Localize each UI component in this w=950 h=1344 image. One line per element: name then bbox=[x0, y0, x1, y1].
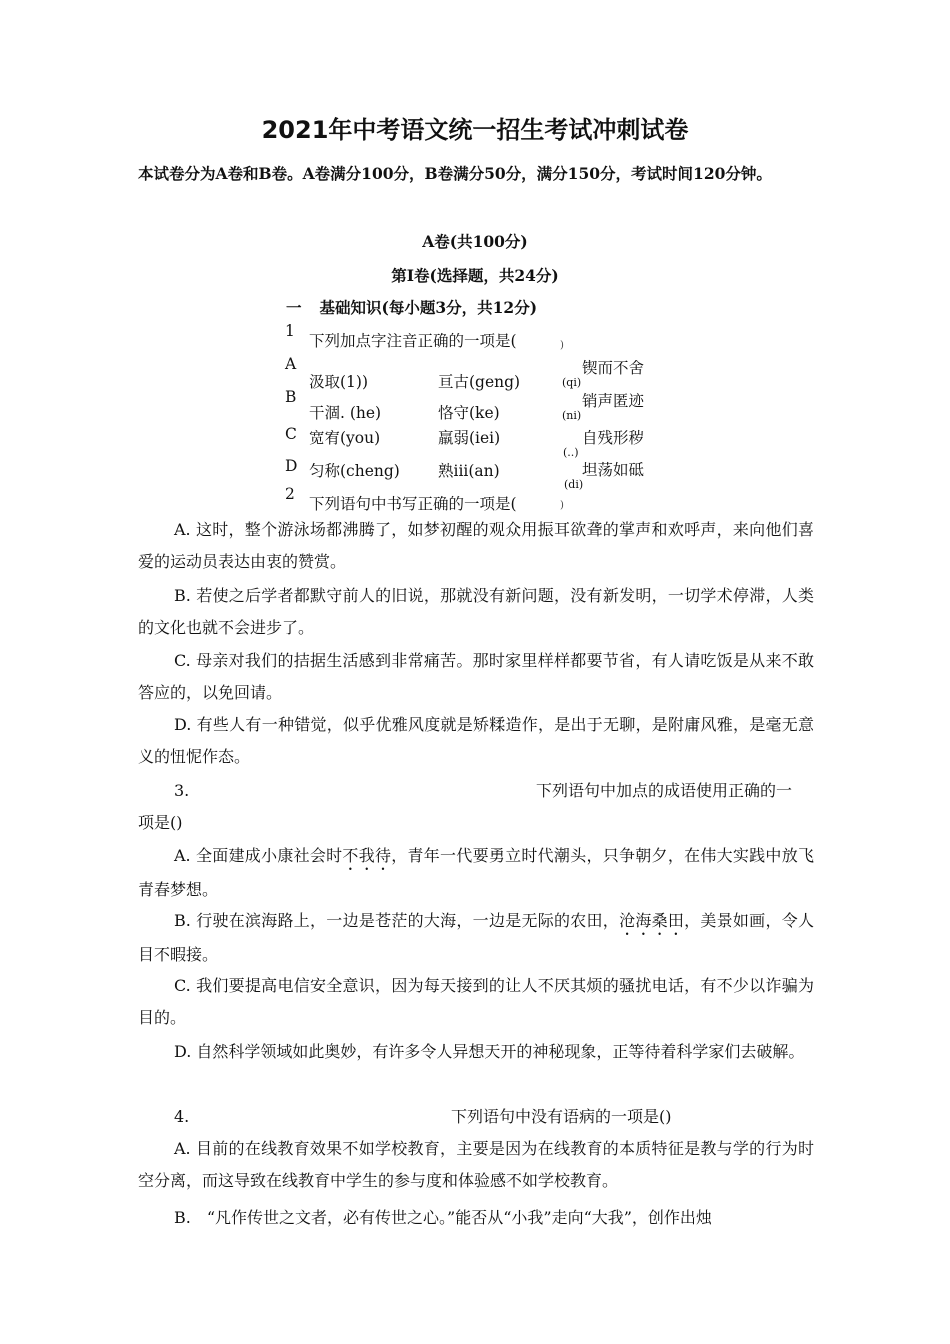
exam-intro: 本试卷分为A卷和B卷。A卷满分100分，B卷满分50分，满分150分，考试时间120分钟。 bbox=[138, 164, 772, 183]
q4-option-a: A. 目前的在线教育效果不如学校教育，主要是因为在线教育的本质特征是教与学的行为时空分离，而这导致在线教育中学生的参与度和体验感不如学校教育。 bbox=[138, 1139, 814, 1190]
q3-option-b: B. 行驶在滨海路上，一边是苍茫的大海，一边是无际的农田，沧海桑田，美景如画，令人目不暇接。 bbox=[138, 911, 814, 964]
q1-number: 1 bbox=[285, 322, 295, 340]
option-col1: 汲取(1)) bbox=[309, 373, 369, 391]
volume-a-heading: A卷(共100分) bbox=[422, 232, 528, 251]
page-title: 2021年中考语文统一招生考试冲刺试卷 bbox=[261, 116, 689, 144]
option-letter: D bbox=[285, 457, 298, 475]
q3-option-a: A. 全面建成小康社会时不我待，青年一代要勇立时代潮头，只争朝夕，在伟大实践中放飞青春梦想。 bbox=[138, 846, 814, 899]
q3-stem: 下列语句中加点的成语使用正确的一 bbox=[536, 781, 793, 800]
option-col2: 恪守(ke) bbox=[438, 404, 500, 422]
q4-number: 4. bbox=[174, 1107, 190, 1126]
q2-option-a: A. 这时，整个游泳场都沸腾了，如梦初醒的观众用振耳欲聋的掌声和欢呼声，来向他们喜爱的运动员表达由衷的赞赏。 bbox=[138, 520, 814, 571]
dotted-idiom: 沧海桑田 bbox=[619, 911, 685, 930]
q2-option-d: D. 有些人有一种错觉，似乎优雅风度就是矫糅造作，是出于无聊，是附庸风雅，是毫无意义的忸怩作态。 bbox=[138, 715, 814, 766]
section-title: 基础知识(每小题3分，共12分) bbox=[319, 298, 538, 317]
option-col3-note: (ni) bbox=[562, 409, 582, 422]
option-col3-note: (qi) bbox=[562, 376, 582, 389]
q3-number: 3. bbox=[174, 781, 190, 800]
option-col3: 锲而不舍 bbox=[582, 359, 645, 377]
q4-stem: 下列语句中没有语病的一项是() bbox=[451, 1107, 672, 1126]
q2-number: 2 bbox=[285, 485, 295, 503]
option-letter: B bbox=[285, 388, 297, 406]
q2-stem-close: ) bbox=[560, 500, 564, 511]
section-number: 一 bbox=[286, 298, 302, 317]
section-one-heading bbox=[286, 296, 537, 318]
option-col3-note: (..) bbox=[563, 446, 579, 459]
option-col2: 羸弱(iei) bbox=[438, 429, 501, 447]
q1-stem: 下列加点字注音正确的一项是( bbox=[309, 332, 517, 350]
part-one-heading: 第Ⅰ卷(选择题，共24分) bbox=[391, 266, 559, 285]
option-col2: 熟iii(an) bbox=[438, 462, 500, 480]
q4-option-b: B. “凡作传世之文者，必有传世之心。”能否从“小我”走向“大我”，创作出烛 bbox=[174, 1208, 712, 1227]
dotted-idiom: 不我待 bbox=[342, 846, 392, 865]
q2-option-b: B. 若使之后学者都默守前人的旧说，那就没有新问题，没有新发明，一切学术停滞，人类的文化也就不会进步了。 bbox=[138, 586, 814, 637]
q3-option-c: C. 我们要提高电信安全意识，因为每天接到的让人不厌其烦的骚扰电话，有不少以诈骗为目的。 bbox=[138, 976, 814, 1027]
q3-stem-continued: 项是() bbox=[138, 813, 183, 832]
option-col2: 亘古(geng) bbox=[438, 373, 521, 391]
option-letter: A bbox=[285, 355, 297, 373]
option-col3: 销声匿迹 bbox=[582, 392, 645, 410]
q3-option-d: D. 自然科学领域如此奥妙，有许多令人异想天开的神秘现象，正等待着科学家们去破解。 bbox=[174, 1042, 805, 1061]
option-col1: 匀称(cheng) bbox=[309, 462, 400, 480]
option-col1: 干涸. (he) bbox=[309, 404, 382, 422]
option-col3-note: (di) bbox=[564, 478, 584, 491]
option-col1: 宽宥(you) bbox=[309, 429, 381, 447]
option-letter: C bbox=[285, 425, 297, 443]
q1-stem-close: ) bbox=[560, 340, 564, 351]
option-col3: 自残形秽 bbox=[582, 429, 645, 447]
q2-stem: 下列语句中书写正确的一项是( bbox=[309, 495, 517, 513]
option-col3: 坦荡如砥 bbox=[582, 461, 645, 479]
q2-option-c: C. 母亲对我们的拮据生活感到非常痛苦。那时家里样样都要节省，有人请吃饭是从来不敢答应的，以免回请。 bbox=[138, 651, 814, 702]
